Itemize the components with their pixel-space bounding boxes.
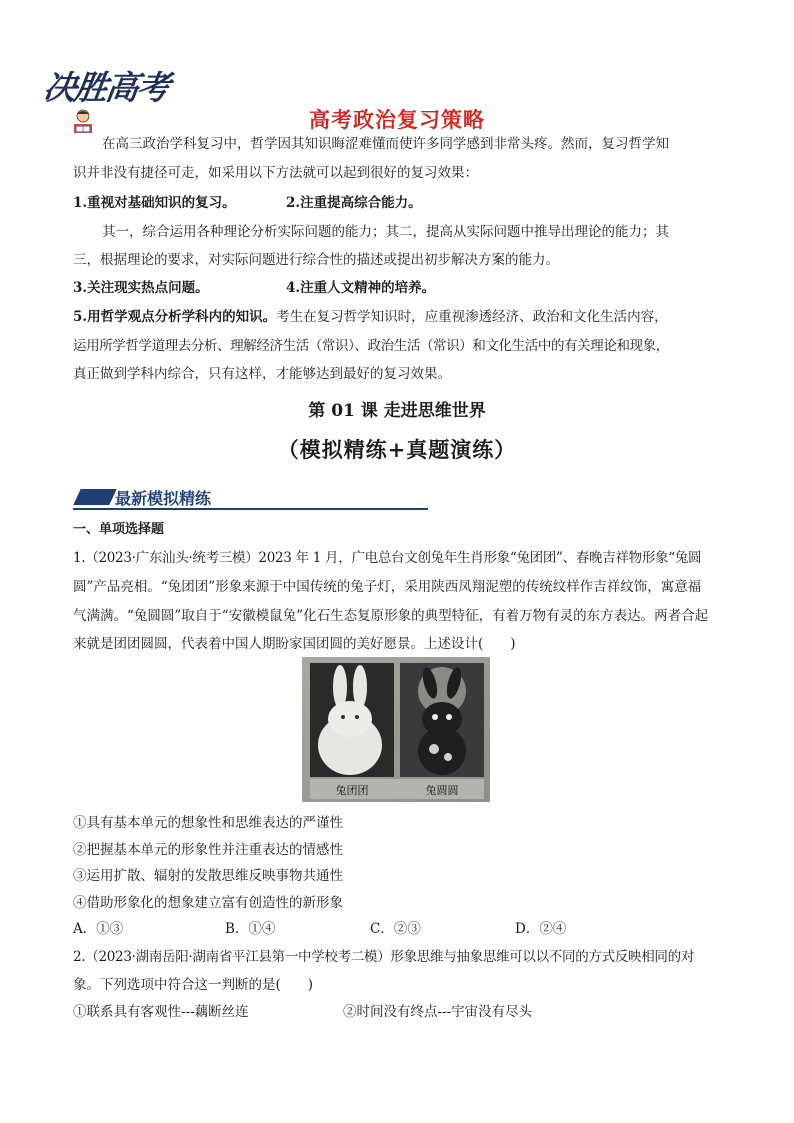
intro-line-1: 在高三政治学科复习中，哲学因其知识晦涩难懂而使许多同学感到非常头疼。然而，复习哲学知	[102, 136, 669, 152]
q1-statement-4: ④借助形象化的想象建立富有创造性的新形象	[73, 895, 343, 911]
q1-statement-3: ③运用扩散、辐射的发散思维反映事物共通性	[73, 868, 343, 884]
lesson-heading: 第 01 课 走进思维世界	[308, 401, 486, 421]
section-bar	[73, 489, 116, 505]
logo-text: 决胜高考	[40, 68, 171, 107]
q1-option-b: B．①④	[225, 921, 276, 937]
q1-option-a: A．①③	[73, 921, 124, 937]
q1-line-4: 来就是团团圆圆，代表着中国人期盼家国团圆的美好愿景。上述设计( )	[73, 636, 516, 652]
tip-3: 3.关注现实热点问题。	[73, 280, 209, 296]
rabbit-mascots-photo	[302, 657, 490, 802]
section-banner	[73, 484, 428, 512]
image-label-left: 兔团团	[335, 784, 369, 797]
intro-line-2: 识并非没有捷径可走，如采用以下方法就可以起到很好的复习效果：	[73, 165, 478, 181]
section-divider	[73, 508, 428, 510]
tip-5-heading: 5.用哲学观点分析学科内的知识。	[73, 309, 277, 325]
ability-line-1: 其一，综合运用各种理论分析实际问题的能力；其二，提高从实际问题中推导出理论的能力；其	[102, 224, 669, 240]
q2-line-1: 2.（2023·湖南岳阳·湖南省平江县第一中学校考二模）形象思维与抽象思维可以以不同的方式反映相同的对	[73, 949, 695, 965]
ability-line-2: 三，根据理论的要求，对实际问题进行综合性的描述或提出初步解决方案的能力。	[73, 252, 559, 268]
q1-line-2: 圆”产品亮相。“兔团团”形象来源于中国传统的兔子灯，采用陕西凤翔泥塑的传统纹样作吉祥纹饰，寓意福	[73, 579, 702, 595]
q1-line-3: 气满满。“兔圆圆”取自于“安徽模鼠兔”化石生态复原形象的典型特征，有着万物有灵的东方表达。两者合起	[73, 608, 709, 624]
q1-statement-1: ①具有基本单元的想象性和思维表达的严谨性	[73, 815, 343, 831]
tip-5-line-3: 真正做到学科内综合，只有这样，才能够达到最好的复习效果。	[73, 366, 451, 382]
lesson-subtitle: （模拟精练+真题演练）	[277, 437, 517, 462]
tip-4: 4.注重人文精神的培养。	[286, 280, 436, 296]
section-label: 最新模拟精练	[115, 489, 212, 508]
image-label-right: 兔圆圆	[425, 784, 459, 797]
q1-option-c: C．②③	[370, 921, 421, 937]
tip-5-line-1	[73, 304, 723, 330]
part-heading: 一、单项选择题	[73, 522, 165, 537]
q1-line-1: 1.（2023·广东汕头·统考三模）2023 年 1 月，广电总台文创兔年生肖形象“兔团团”、春晚吉祥物形象“兔圆	[73, 550, 702, 566]
q1-option-d: D．②④	[515, 921, 567, 937]
q2-statement-1: ①联系具有客观性---藕断丝连	[73, 1004, 249, 1020]
tip-5-text: 考生在复习哲学知识时，应重视渗透经济、政治和文化生活内容，	[276, 309, 668, 325]
tip-2: 2.注重提高综合能力。	[286, 195, 422, 211]
tip-5-line-2: 运用所学哲学道理去分析、理解经济生活（常识）、政治生活（常识）和文化生活中的有关理论和现象，	[73, 338, 669, 354]
q1-statement-2: ②把握基本单元的形象性并注重表达的情感性	[73, 842, 343, 858]
tip-1: 1.重视对基础知识的复习。	[73, 195, 236, 211]
page-title: 高考政治复习策略	[309, 108, 485, 132]
q2-line-2: 象。下列选项中符合这一判断的是( )	[73, 977, 314, 993]
q2-statement-2: ②时间没有终点---宇宙没有尽头	[343, 1004, 533, 1020]
